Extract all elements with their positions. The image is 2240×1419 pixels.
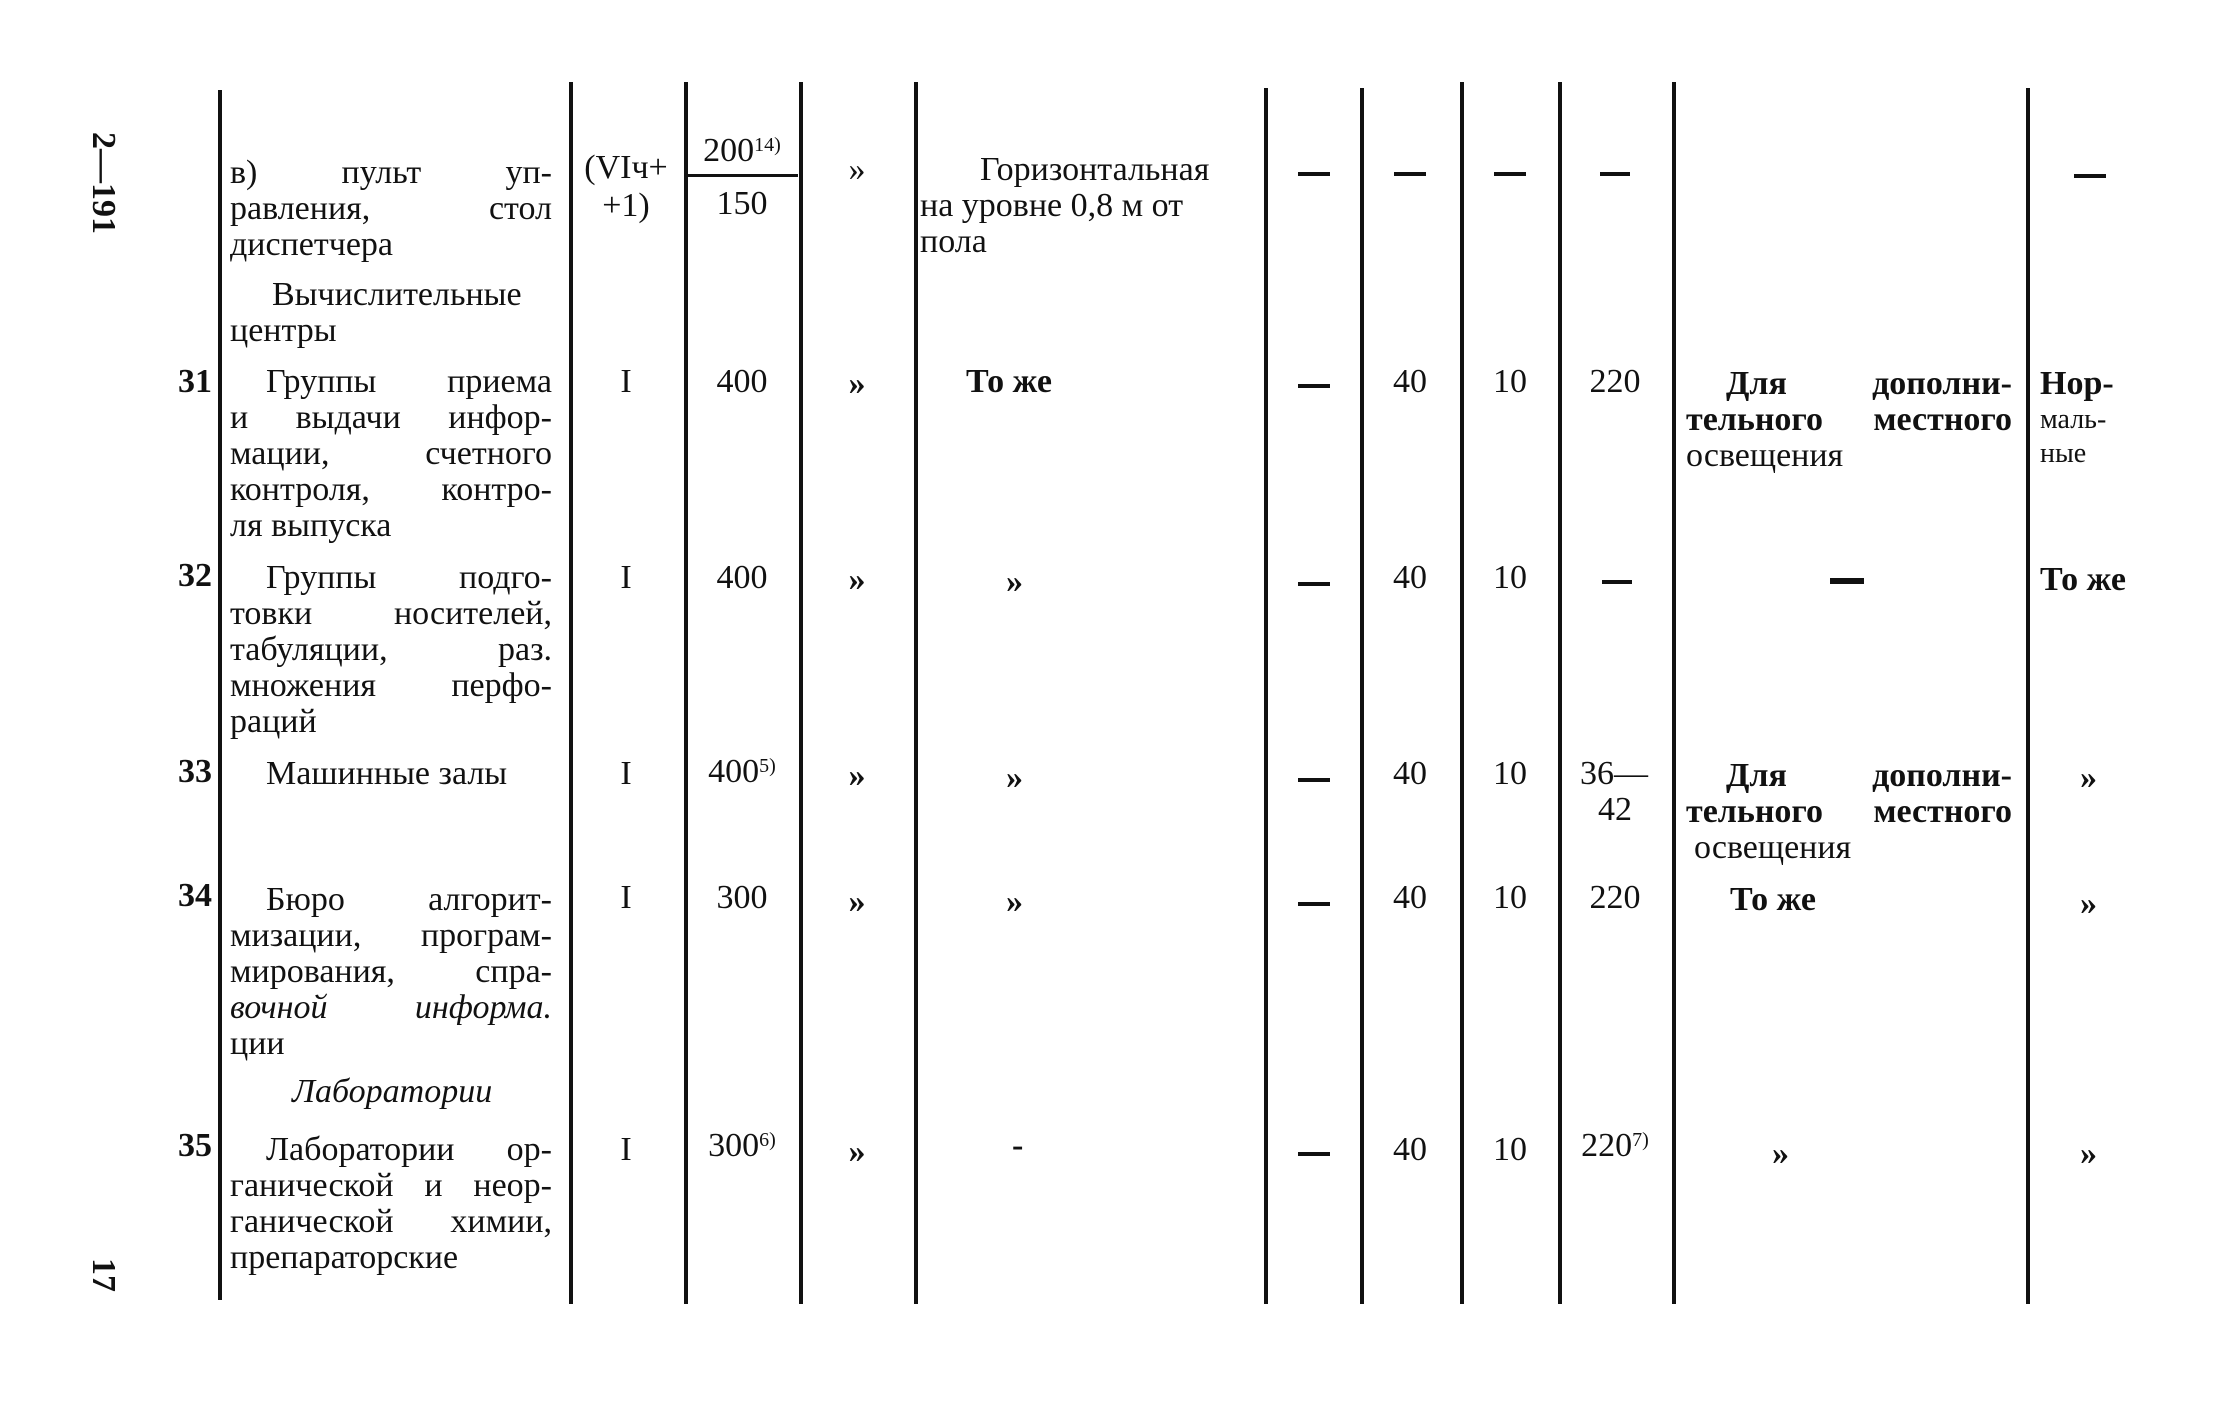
- row-32-col5: »: [1006, 563, 1023, 600]
- row-34-col9: 220: [1589, 879, 1641, 916]
- row-31-number: 31: [178, 363, 212, 400]
- row-32-col3: 400: [716, 559, 768, 596]
- row-32-label-3: табуляции, раз.: [230, 631, 552, 668]
- row-33-col10-3: освещения: [1694, 829, 1852, 866]
- row-33-col8: 10: [1493, 755, 1527, 792]
- column-rule: [1558, 82, 1562, 1304]
- row-top-label-2: равления, стол: [230, 190, 552, 227]
- row-31-label-5: ля выпуска: [230, 507, 392, 544]
- row-31-col11-1: Нор-: [2040, 365, 2114, 402]
- row-34-col11: »: [2080, 885, 2097, 922]
- row-top-label-3: диспетчера: [230, 226, 394, 263]
- row-32-col9-dash: [1602, 580, 1632, 584]
- section-computing-1: Вычислительные: [272, 276, 522, 313]
- row-top-col9-dash: [1600, 172, 1630, 176]
- row-31-col9: 220: [1589, 363, 1641, 400]
- row-31-col10-2: тельного местного: [1686, 401, 2012, 438]
- row-31-col10-1: Для дополни-: [1726, 365, 2012, 402]
- section-labs: Лаборатории: [292, 1073, 493, 1110]
- row-33-label-1: Машинные залы: [266, 755, 508, 792]
- row-34-col7: 40: [1393, 879, 1427, 916]
- row-32-col11: То же: [2040, 561, 2126, 598]
- row-33-col6-dash: [1298, 778, 1330, 782]
- column-rule: [799, 82, 803, 1304]
- row-top-col5-1: Горизонтальная: [980, 151, 1210, 188]
- row-32-col2: I: [620, 559, 632, 596]
- row-32-col8: 10: [1493, 559, 1527, 596]
- section-computing-2: центры: [230, 312, 337, 349]
- row-32-col4: »: [848, 561, 866, 598]
- row-31-col8: 10: [1493, 363, 1527, 400]
- row-34-label-5: ции: [230, 1025, 285, 1062]
- row-35-label-1: Лаборатории ор-: [266, 1131, 552, 1168]
- row-33-col9-1: 36—: [1580, 755, 1648, 792]
- row-31-col11-2: маль-: [2040, 404, 2107, 435]
- column-rule: [1672, 82, 1676, 1304]
- row-31-label-3: мации, счетного: [230, 435, 552, 472]
- row-top-label-1: в) пульт уп-: [230, 154, 552, 191]
- column-rule: [1264, 88, 1268, 1304]
- row-top-col11-dash: [2074, 174, 2106, 178]
- column-rule: [2026, 88, 2030, 1304]
- row-31-col6-dash: [1298, 384, 1330, 388]
- row-34-col3: 300: [716, 879, 768, 916]
- row-31-col7: 40: [1393, 363, 1427, 400]
- row-31-label-1: Группы приема: [266, 363, 552, 400]
- row-33-col7: 40: [1393, 755, 1427, 792]
- row-top-col3-denominator: 150: [716, 185, 768, 222]
- row-35-col10: »: [1772, 1135, 1789, 1172]
- row-31-col4: »: [848, 365, 866, 402]
- row-top-col8-dash: [1494, 172, 1526, 176]
- page-code: 2—191: [85, 132, 122, 234]
- row-32-col6-dash: [1298, 582, 1330, 586]
- page-number: 17: [85, 1258, 122, 1292]
- row-33-col2: I: [620, 755, 632, 792]
- row-top-col3-numerator: 200$^{14)}$: [703, 132, 781, 169]
- row-35-col3: 300$^{6)}$: [708, 1127, 776, 1164]
- column-rule: [218, 90, 222, 1300]
- row-34-label-1: Бюро алгорит-: [266, 881, 552, 918]
- row-31-label-4: контроля, контро-: [230, 471, 552, 508]
- row-35-col7: 40: [1393, 1131, 1427, 1168]
- column-rule: [914, 82, 918, 1304]
- row-35-col9: 220$^{7)}$: [1581, 1127, 1649, 1164]
- row-33-col10-1: Для дополни-: [1726, 757, 2012, 794]
- row-35-col2: I: [620, 1131, 632, 1168]
- row-33-col10-2: тельного местного: [1686, 793, 2012, 830]
- row-33-col5: »: [1006, 759, 1023, 796]
- row-33-col3: 400$^{5)}$: [708, 753, 776, 790]
- column-rule: [1360, 88, 1364, 1304]
- row-31-col2: I: [620, 363, 632, 400]
- row-top-col4: »: [848, 151, 866, 188]
- row-32-col7: 40: [1393, 559, 1427, 596]
- row-31-label-2: и выдачи инфор-: [230, 399, 552, 436]
- row-34-col10: То же: [1730, 881, 1816, 918]
- row-35-col11: »: [2080, 1135, 2097, 1172]
- row-35-label-3: ганической химии,: [230, 1203, 552, 1240]
- row-34-label-4: вочной информа.: [230, 989, 552, 1026]
- row-35-col8: 10: [1493, 1131, 1527, 1168]
- row-32-number: 32: [178, 557, 212, 594]
- column-rule: [569, 82, 573, 1304]
- row-34-col4: »: [848, 883, 866, 920]
- row-34-col8: 10: [1493, 879, 1527, 916]
- row-34-number: 34: [178, 877, 212, 914]
- row-top-col2-1: (VIч+: [584, 149, 668, 186]
- row-32-col10-dash: [1830, 578, 1864, 584]
- row-35-number: 35: [178, 1127, 212, 1164]
- row-top-col7-dash: [1394, 172, 1426, 176]
- row-34-col2: I: [620, 879, 632, 916]
- row-31-col11-3: ные: [2040, 438, 2087, 469]
- row-31-col3: 400: [716, 363, 768, 400]
- row-35-col4: »: [848, 1133, 866, 1170]
- row-32-label-1: Группы подго-: [266, 559, 552, 596]
- column-rule: [684, 82, 688, 1304]
- row-33-col11: »: [2080, 759, 2097, 796]
- row-top-col6-dash: [1298, 172, 1330, 176]
- row-34-col6-dash: [1298, 902, 1330, 906]
- row-top-col5-2: на уровне 0,8 м от: [920, 187, 1184, 224]
- row-34-col5: »: [1006, 883, 1023, 920]
- row-35-col5: -: [1012, 1127, 1024, 1164]
- row-35-col6-dash: [1298, 1152, 1330, 1156]
- fraction-bar: [688, 174, 798, 177]
- row-32-label-4: множения перфо-: [230, 667, 552, 704]
- row-33-col9-2: 42: [1598, 791, 1632, 828]
- row-34-label-2: мизации, програм-: [230, 917, 552, 954]
- row-32-label-2: товки носителей,: [230, 595, 552, 632]
- row-35-label-4: препараторские: [230, 1239, 459, 1276]
- row-top-col2-2: +1): [602, 187, 650, 224]
- row-31-col5: То же: [966, 363, 1052, 400]
- row-35-label-2: ганической и неор-: [230, 1167, 552, 1204]
- row-32-label-5: раций: [230, 703, 317, 740]
- row-34-label-3: мирования, спра-: [230, 953, 552, 990]
- row-33-number: 33: [178, 753, 212, 790]
- row-31-col10-3: освещения: [1686, 437, 1844, 474]
- row-33-col4: »: [848, 757, 866, 794]
- row-top-col5-3: пола: [920, 223, 987, 260]
- column-rule: [1460, 82, 1464, 1304]
